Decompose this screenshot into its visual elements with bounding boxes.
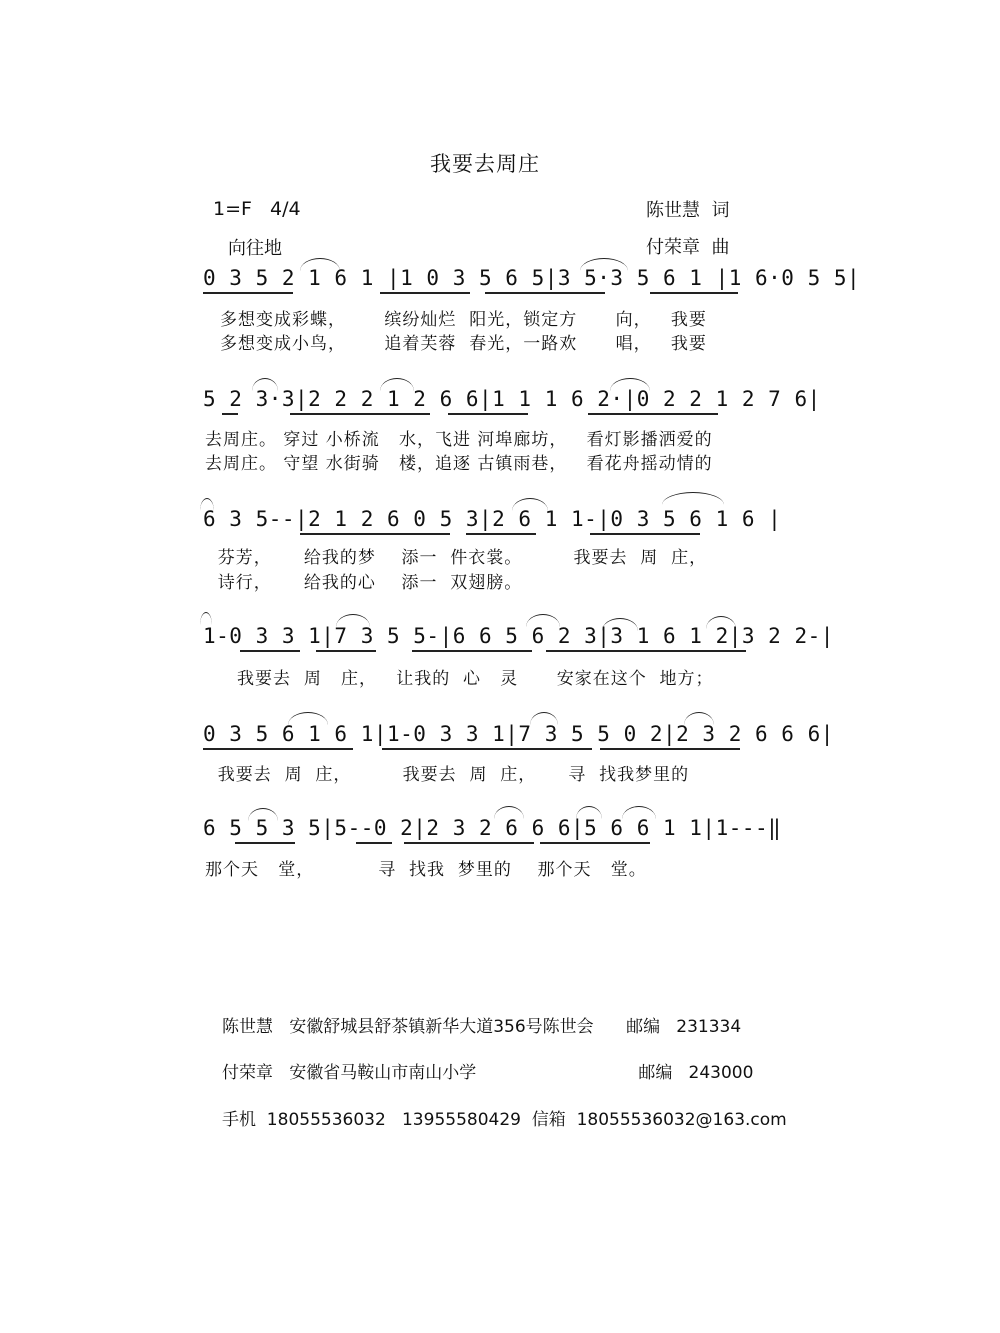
beam-line	[382, 748, 482, 750]
key-time-signature: 1=F 4/4	[213, 198, 301, 220]
slur-mark	[200, 612, 212, 625]
beam-line	[222, 413, 238, 415]
slur-mark	[706, 616, 736, 629]
slur-mark	[512, 498, 548, 511]
beam-line	[448, 413, 528, 415]
beam-line	[300, 533, 450, 535]
slur-mark	[576, 806, 602, 819]
beam-line	[590, 533, 700, 535]
slur-mark	[530, 712, 558, 725]
beam-line	[316, 650, 376, 652]
lyric-line-3a: 芬芳， 给我的梦 添一 件衣裳。 我要去 周 庄，	[205, 548, 708, 568]
slur-mark	[494, 806, 524, 819]
beam-line	[588, 413, 718, 415]
beam-line	[240, 650, 300, 652]
beam-line	[482, 748, 592, 750]
notation-line-5: 0 3 5 6 1 6 1|1-0 3 3 1|7 3 5 5 0 2|2 3 2 6 6 6|	[203, 722, 834, 746]
lyric-line-3b: 诗行， 给我的心 添一 双翅膀。	[205, 573, 523, 593]
slur-mark	[602, 618, 638, 631]
lyric-line-2a: 去周庄。 穿过 小桥流 水，飞进 河埠廊坊， 看灯影播洒爱的	[205, 430, 713, 450]
beam-line	[380, 292, 470, 294]
beam-line	[600, 748, 740, 750]
slur-mark	[336, 614, 370, 627]
beam-line	[412, 650, 532, 652]
slur-mark	[200, 498, 214, 511]
notation-line-4: 1-0 3 3 1|7 3 5 5-|6 6 5 6 2 3|3 1 6 1 2|3 2 2-|	[203, 624, 834, 648]
slur-mark	[300, 258, 340, 271]
beam-line	[650, 292, 738, 294]
beam-line	[540, 842, 650, 844]
slur-mark	[622, 806, 656, 819]
beam-line	[203, 748, 353, 750]
lyric-line-4: 我要去 周 庄， 让我的 心 灵 安家在这个 地方；	[205, 669, 714, 689]
slur-mark	[580, 258, 628, 271]
lyric-line-2b: 去周庄。 守望 水街骑 楼，追逐 古镇雨巷， 看花舟摇动情的	[205, 454, 713, 474]
beam-line	[356, 842, 392, 844]
beam-line	[203, 292, 293, 294]
lyric-line-1b: 多想变成小鸟， 追着芙蓉 春光，一路欢 唱， 我要	[220, 334, 707, 354]
footer-contact-phone-email: 手机 18055536032 13955580429 信箱 18055536032@163.com	[222, 1110, 787, 1130]
slur-mark	[684, 712, 714, 725]
slur-mark	[662, 492, 724, 505]
notation-line-6: 6 5 5 3 5|5--0 2|2 3 2 6 6 6|5 6 6 1 1|1---‖	[203, 816, 782, 840]
notation-line-1: 0 3 5 2 1 6 1 |1 0 3 5 6 5|3 5·3 5 6 1 |1 6·0 5 5|	[203, 266, 861, 290]
slur-mark	[610, 378, 650, 391]
beam-line	[485, 292, 605, 294]
composer-credit: 付荣章 曲	[646, 237, 730, 258]
slur-mark	[288, 712, 328, 725]
footer-contact-lyricist: 陈世慧 安徽舒城县舒茶镇新华大道356号陈世会 邮编 231334	[222, 1017, 742, 1037]
beam-line	[235, 842, 295, 844]
song-title: 我要去周庄	[430, 152, 540, 176]
lyric-line-5: 我要去 周 庄， 我要去 周 庄， 寻 找我梦里的	[205, 765, 690, 785]
beam-line	[290, 413, 430, 415]
beam-line	[546, 650, 746, 652]
beam-line	[466, 533, 536, 535]
footer-contact-composer: 付荣章 安徽省马鞍山市南山小学 邮编 243000	[222, 1063, 754, 1083]
slur-mark	[248, 808, 278, 821]
notation-line-3: 6 3 5--|2 1 2 6 0 5 3|2 6 1 1-|0 3 5 6 1 6 |	[203, 507, 782, 531]
slur-mark	[252, 378, 278, 391]
lyric-line-6: 那个天 堂， 寻 找我 梦里的 那个天 堂。	[205, 860, 647, 880]
slur-mark	[380, 378, 414, 391]
lyricist-credit: 陈世慧 词	[646, 200, 730, 221]
lyric-line-1a: 多想变成彩蝶， 缤纷灿烂 阳光，锁定方 向， 我要	[220, 310, 707, 330]
notation-line-2: 5 2 3·3|2 2 2 1 2 6 6|1 1 1 6 2·|0 2 2 1 2 7 6|	[203, 387, 821, 411]
tempo-marking: 向往地	[228, 238, 282, 259]
slur-mark	[526, 614, 560, 627]
beam-line	[404, 842, 534, 844]
